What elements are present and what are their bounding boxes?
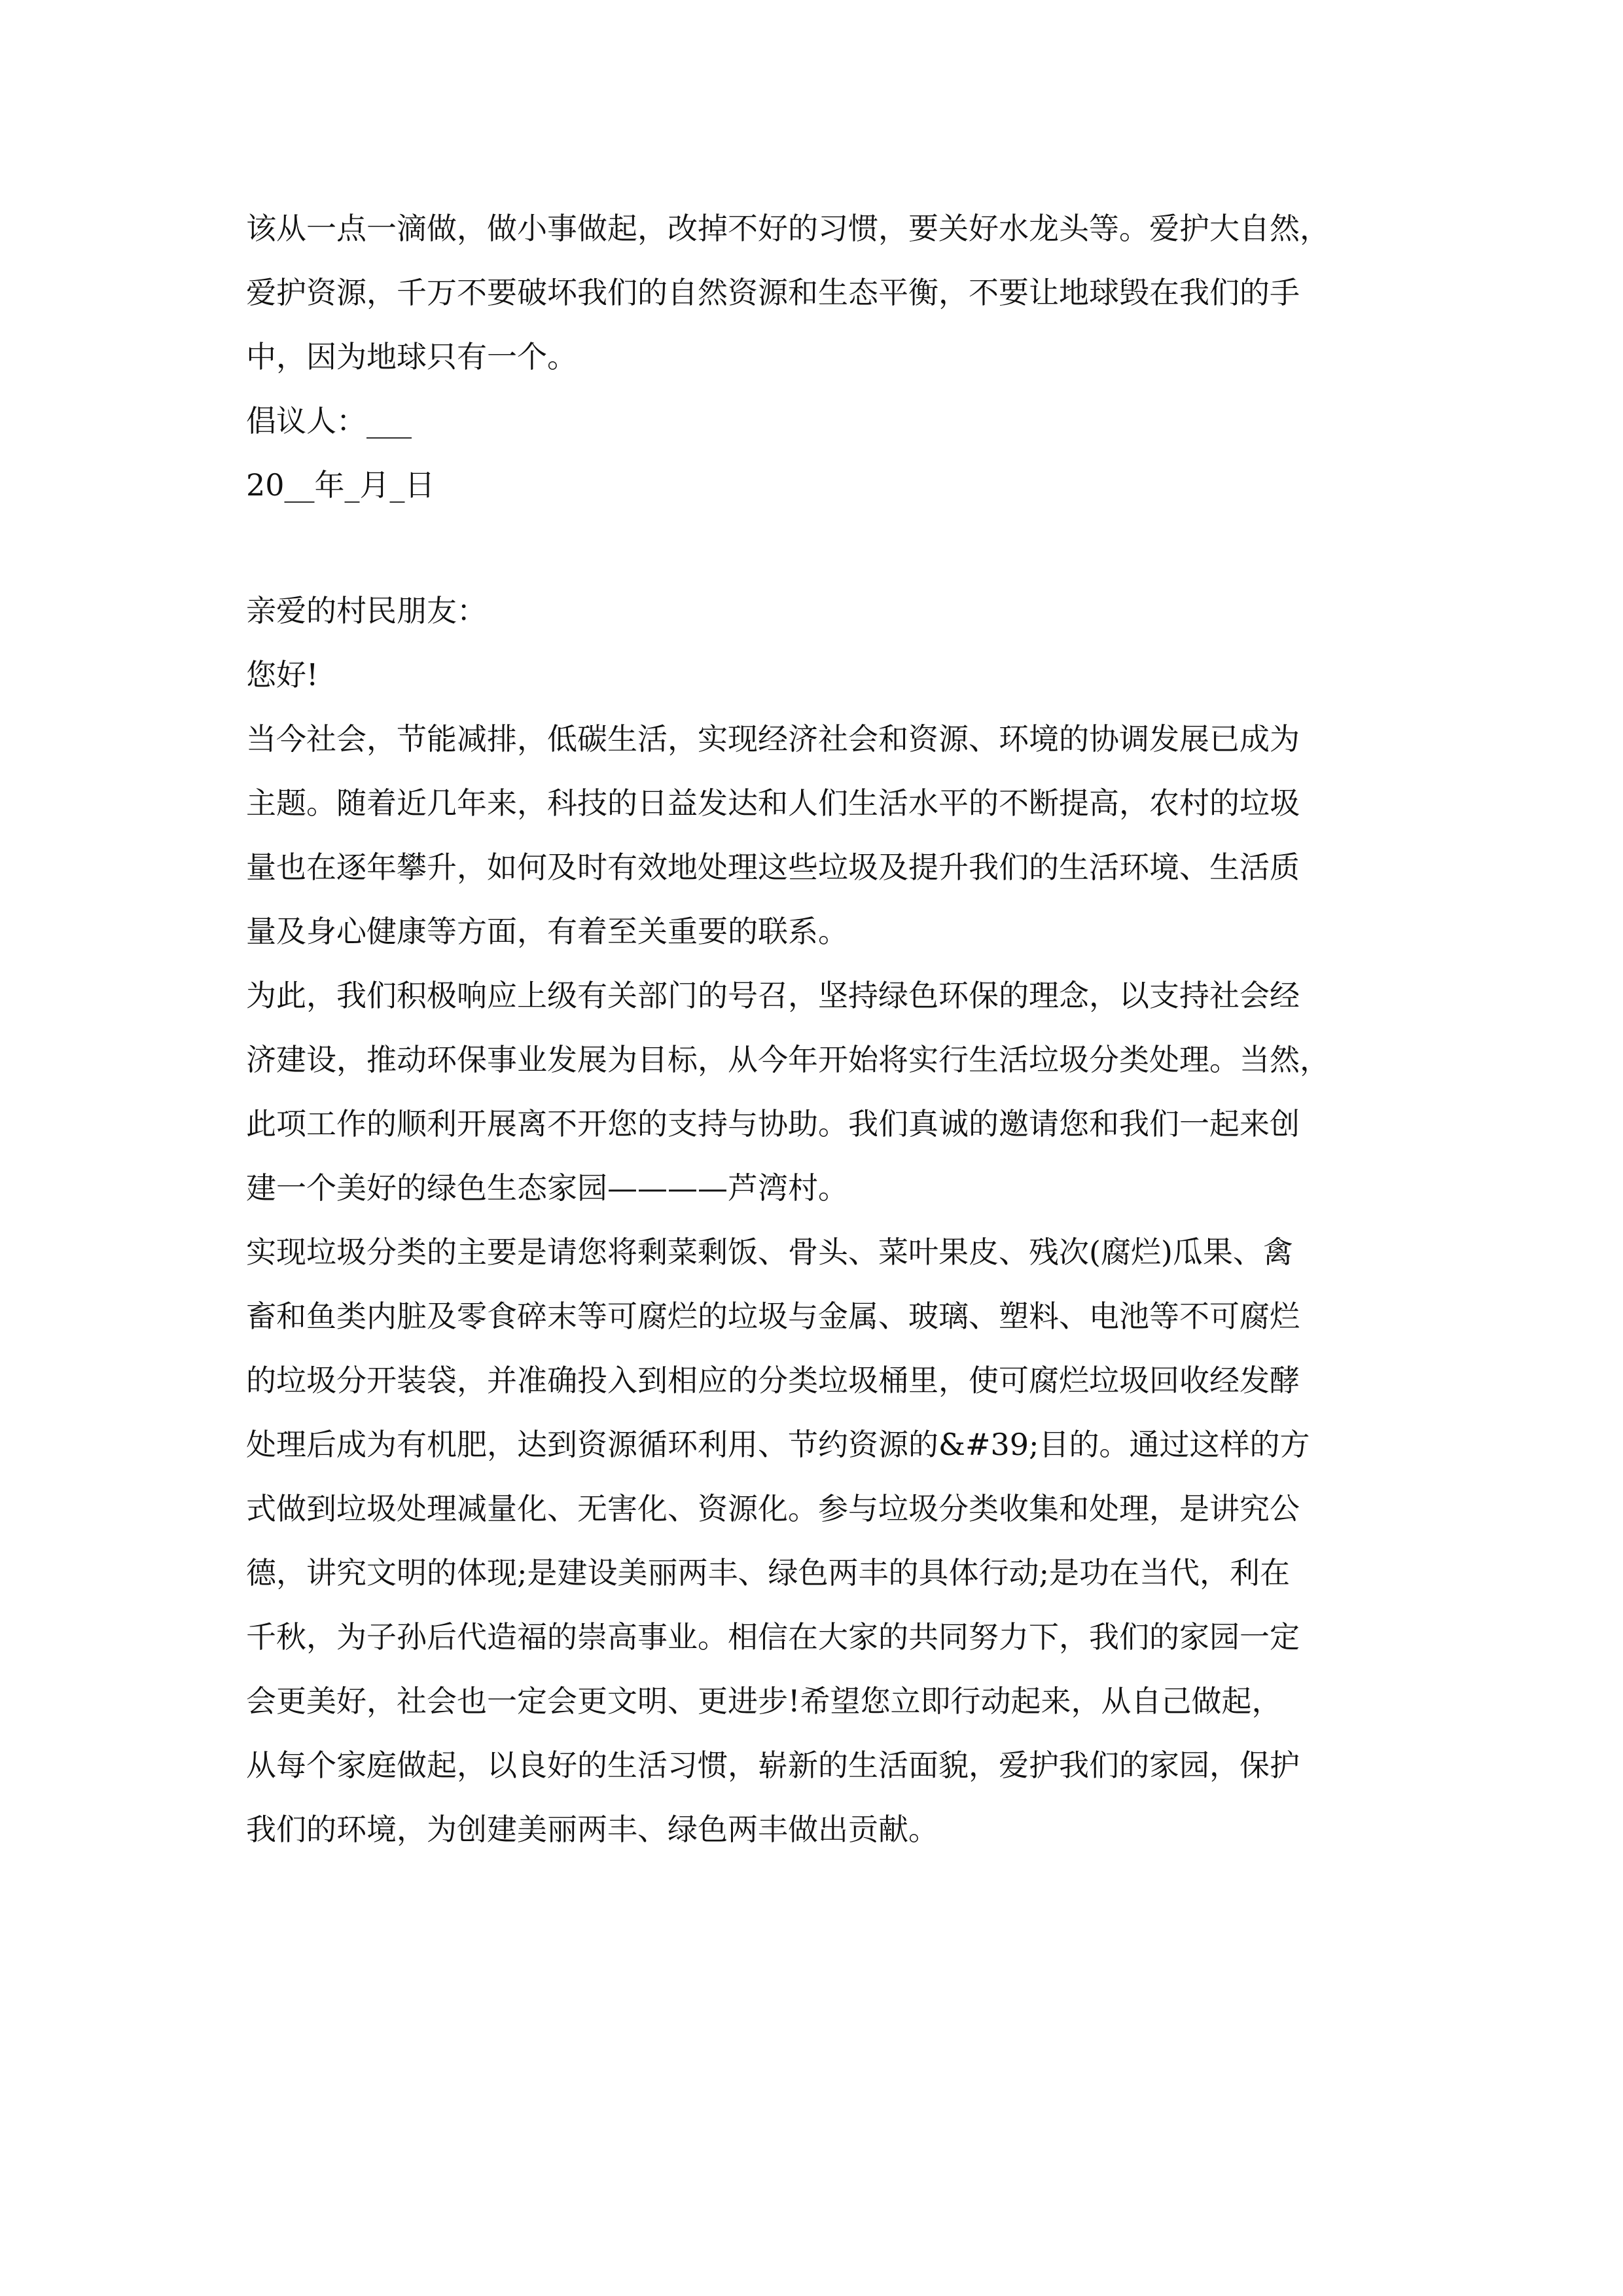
paragraph-line: 中，因为地球只有一个。 bbox=[246, 339, 577, 374]
letter-section bbox=[246, 579, 1398, 1861]
paragraph-line: 量也在逐年攀升，如何及时有效地处理这些垃圾及提升我们的生活环境、生活质 bbox=[246, 850, 1300, 885]
paragraph-line: 实现垃圾分类的主要是请您将剩菜剩饭、骨头、菜叶果皮、残次(腐烂)瓜果、禽 bbox=[246, 1234, 1293, 1270]
paragraph-line: 我们的环境，为创建美丽两丰、绿色两丰做出贡献。 bbox=[246, 1812, 938, 1847]
salutation: 亲爱的村民朋友： bbox=[246, 593, 487, 628]
paragraph-line: 该从一点一滴做，做小事做起，改掉不好的习惯，要关好水龙头等。爱护大自然， bbox=[246, 211, 1330, 246]
paragraph-line: 畜和鱼类内脏及零食碎末等可腐烂的垃圾与金属、玻璃、塑料、电池等不可腐烂 bbox=[246, 1299, 1300, 1334]
greeting: 您好! bbox=[246, 657, 319, 692]
paragraph-line: 会更美好，社会也一定会更文明、更进步!希望您立即行动起来，从自己做起， bbox=[246, 1683, 1282, 1719]
paragraph-line: 的垃圾分开装袋，并准确投入到相应的分类垃圾桶里，使可腐烂垃圾回收经发酵 bbox=[246, 1363, 1300, 1398]
paragraph-line: 德，讲究文明的体现;是建设美丽两丰、绿色两丰的具体行动;是功在当代，利在 bbox=[246, 1555, 1290, 1590]
paragraph-line: 建一个美好的绿色生态家园————芦湾村。 bbox=[246, 1170, 848, 1206]
date-line: 20__年_月_日 bbox=[246, 467, 435, 503]
paragraph-line: 为此，我们积极响应上级有关部门的号召，坚持绿色环保的理念，以支持社会经 bbox=[246, 978, 1300, 1013]
paragraph-line: 当今社会，节能减排，低碳生活，实现经济社会和资源、环境的协调发展已成为 bbox=[246, 721, 1300, 757]
paragraph-line: 从每个家庭做起，以良好的生活习惯，崭新的生活面貌，爱护我们的家园，保护 bbox=[246, 1748, 1300, 1783]
paragraph-line: 式做到垃圾处理减量化、无害化、资源化。参与垃圾分类收集和处理，是讲究公 bbox=[246, 1491, 1300, 1526]
paragraph-line: 量及身心健康等方面，有着至关重要的联系。 bbox=[246, 914, 848, 949]
paragraph-line: 爱护资源，千万不要破坏我们的自然资源和生态平衡，不要让地球毁在我们的手 bbox=[246, 275, 1300, 310]
signatory-line: 倡议人：___ bbox=[246, 403, 412, 439]
closing-section bbox=[246, 196, 1398, 517]
paragraph-line: 千秋，为子孙后代造福的崇高事业。相信在大家的共同努力下，我们的家园一定 bbox=[246, 1619, 1300, 1655]
paragraph-line: 济建设，推动环保事业发展为目标，从今年开始将实行生活垃圾分类处理。当然， bbox=[246, 1042, 1330, 1077]
paragraph-line: 主题。随着近几年来，科技的日益发达和人们生活水平的不断提高，农村的垃圾 bbox=[246, 785, 1300, 821]
paragraph-line: 此项工作的顺利开展离不开您的支持与协助。我们真诚的邀请您和我们一起来创 bbox=[246, 1106, 1300, 1141]
paragraph-line: 处理后成为有机肥，达到资源循环利用、节约资源的&#39;目的。通过这样的方 bbox=[246, 1427, 1310, 1462]
